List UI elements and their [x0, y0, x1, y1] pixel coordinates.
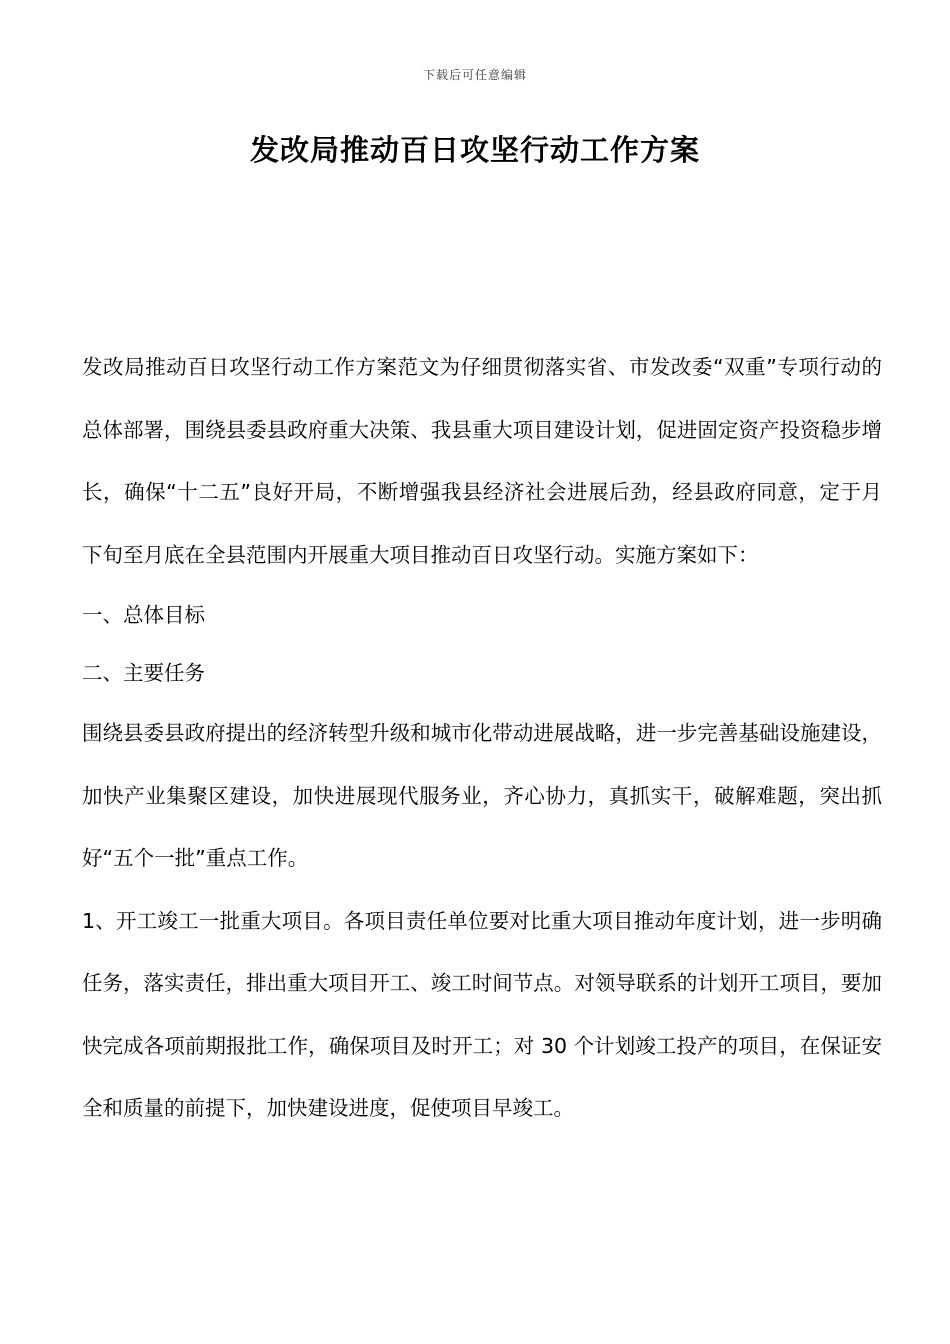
item-1-paragraph: 1、开工竣工一批重大项目。各项目责任单位要对比重大项目推动年度计划，进一步明确任务，落实责任，排出重大项目开工、竣工时间节点。对领导联系的计划开工项目，要加快完成各项前期报批工作，确保项目及时开工；对 30 个计划竣工投产的项目，在保证安全和质量的前提下，加快建设进度，促使项目早竣工。 — [82, 908, 882, 1120]
section-heading-tasks: 二、主要任务 — [82, 661, 205, 685]
intro-paragraph: 发改局推动百日攻坚行动工作方案范文为仔细贯彻落实省、市发改委“双重”专项行动的总体部署，围绕县委县政府重大决策、我县重大项目建设计划，促进固定资产投资稳步增长，确保“十二五”良好开局，不断增强我县经济社会进展后劲，经县政府同意，定于月下旬至月底在全县范围内开展重大项目推动百日攻坚行动。实施方案如下： — [82, 355, 882, 567]
header-note: 下载后可任意编辑 — [422, 68, 527, 82]
page-title: 发改局推动百日攻坚行动工作方案 — [249, 133, 700, 167]
section-heading-goals: 一、总体目标 — [82, 603, 205, 627]
tasks-paragraph: 围绕县委县政府提出的经济转型升级和城市化带动进展战略，进一步完善基础设施建设，加快产业集聚区建设，加快进展现代服务业，齐心协力，真抓实干，破解难题，突出抓好“五个一批”重点工作。 — [82, 721, 882, 870]
document-body — [82, 336, 882, 1140]
